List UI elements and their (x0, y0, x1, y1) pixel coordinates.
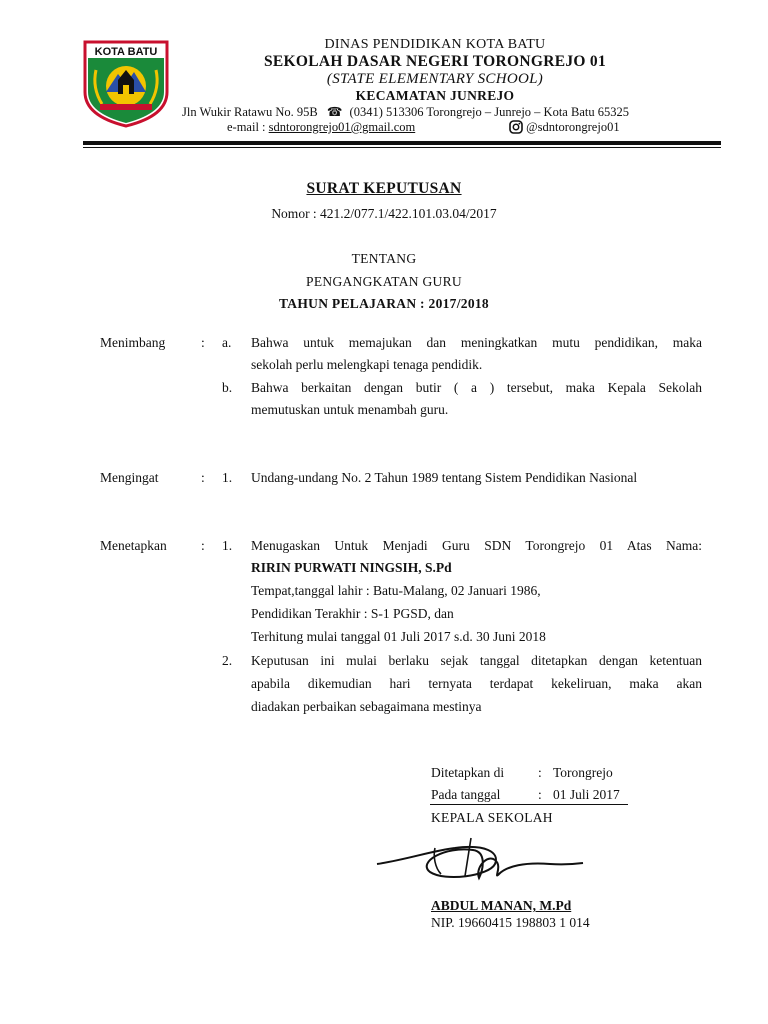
date-colon: : (538, 787, 542, 802)
signature-date-underline (430, 804, 628, 805)
email-label: e-mail : (227, 120, 266, 134)
menimbang-item-a-line2: sekolah perlu melengkapi tenaga pendidik. (251, 357, 483, 372)
mengingat-item-1-text: Undang-undang No. 2 Tahun 1989 tentang Sistem Pendidikan Nasional (251, 470, 638, 485)
date-value: 01 Juli 2017 (553, 787, 620, 802)
date-label: Pada tanggal (431, 787, 501, 802)
menimbang-item-b-line1: Bahwa berkaitan dengan butir ( a ) tersebut, maka Kepala Sekolah (251, 380, 702, 395)
menimbang-label: Menimbang (100, 335, 166, 350)
menetapkan-item-1-intro: Menugaskan Untuk Menjadi Guru SDN Torongrejo 01 Atas Nama: (251, 538, 702, 553)
letter-number: Nomor : 421.2/077.1/422.101.03.04/2017 (271, 206, 497, 221)
position-title: KEPALA SEKOLAH (431, 810, 553, 825)
school-name: SEKOLAH DASAR NEGERI TORONGREJO 01 (263, 53, 607, 70)
instagram-handle: @sdntorongrejo01 (526, 120, 620, 134)
handwritten-signature (375, 830, 585, 892)
menetapkan-label: Menetapkan (100, 538, 167, 553)
school-english-name: (STATE ELEMENTARY SCHOOL) (326, 71, 544, 87)
signer-nip: NIP. 19660415 198803 1 014 (431, 915, 590, 930)
kota-batu-emblem-icon (82, 40, 170, 128)
address-street: Jln Wukir Ratawu No. 95B (182, 105, 318, 119)
instagram-icon (509, 120, 523, 138)
menetapkan-item-1-number: 1. (222, 538, 233, 553)
letterhead-divider-thin (83, 147, 721, 148)
menimbang-item-a-number: a. (222, 335, 232, 350)
menetapkan-item-2-line3: diadakan perbaikan sebagaimana mestinya (251, 699, 482, 714)
menetapkan-item-2-line2: apabila dikemudian hari ternyata terdapat kekeliruan, maka akan (251, 676, 702, 691)
menetapkan-item-2-line1: Keputusan ini mulai berlaku sejak tanggal ditetapkan dengan ketentuan (251, 653, 702, 668)
appointee-birth: Tempat,tanggal lahir : Batu-Malang, 02 Januari 1986, (251, 583, 541, 598)
signature-scribble-icon (375, 830, 585, 892)
email-line (227, 120, 415, 135)
appointment-period: Terhitung mulai tanggal 01 Juli 2017 s.d. 30 Juni 2018 (251, 629, 546, 644)
telephone-icon: ☎ (326, 105, 343, 119)
letter-title: SURAT KEPUTUSAN (306, 180, 462, 197)
menimbang-item-b-number: b. (222, 380, 233, 395)
mengingat-label: Mengingat (100, 470, 159, 485)
menimbang-colon: : (201, 335, 205, 350)
letter-subject: PENGANGKATAN GURU (306, 274, 462, 289)
district-name: KECAMATAN JUNREJO (355, 88, 515, 103)
email-link[interactable]: sdntorongrejo01@gmail.com (268, 120, 416, 134)
place-colon: : (538, 765, 542, 780)
menimbang-item-a-line1: Bahwa untuk memajukan dan meningkatkan mutu pendidikan, maka (251, 335, 702, 350)
letter-school-year: TAHUN PELAJARAN : 2017/2018 (279, 296, 489, 311)
letter-tentang: TENTANG (351, 251, 417, 266)
mengingat-colon: : (201, 470, 205, 485)
place-value: Torongrejo (553, 765, 613, 780)
svg-text:KOTA BATU: KOTA BATU (94, 46, 158, 58)
department-name: DINAS PENDIDIKAN KOTA BATU (324, 37, 546, 52)
instagram-line (509, 120, 620, 138)
letterhead-divider-thick (83, 141, 721, 145)
menimbang-item-b-line2: memutuskan untuk menambah guru. (251, 402, 449, 417)
place-label: Ditetapkan di (431, 765, 505, 780)
address-phone-city: (0341) 513306 Torongrejo – Junrejo – Kota Batu 65325 (349, 105, 629, 119)
school-address (182, 104, 629, 120)
menetapkan-colon: : (201, 538, 205, 553)
appointee-education: Pendidikan Terakhir : S-1 PGSD, dan (251, 606, 454, 621)
menetapkan-item-2-number: 2. (222, 653, 233, 668)
kota-batu-logo (82, 40, 170, 128)
appointee-name: RIRIN PURWATI NINGSIH, S.Pd (251, 560, 452, 575)
mengingat-item-1-number: 1. (222, 470, 233, 485)
signer-name: ABDUL MANAN, M.Pd (431, 898, 572, 913)
